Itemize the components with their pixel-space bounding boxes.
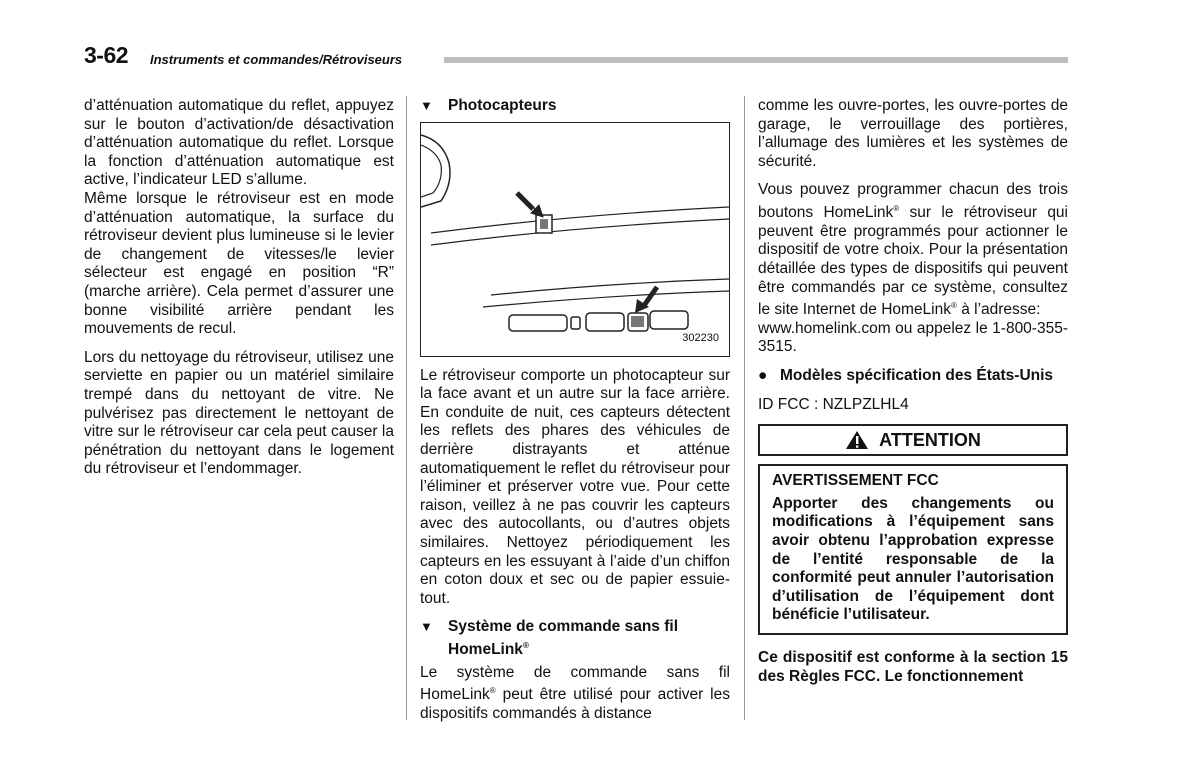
mirror-illustration	[421, 123, 729, 356]
header-rule	[444, 57, 1068, 63]
registered-mark: ®	[522, 640, 529, 650]
paragraph-text: sur le rétroviseur qui peuvent être programmés pour actionner le dispositif de votre choix. Pour la présentation détaillée des types de dispositifs qui peuvent être commandés par ce système, consultez le site Internet de HomeLink	[758, 204, 1068, 319]
page-header	[84, 40, 1068, 70]
registered-mark: ®	[893, 203, 900, 213]
heading-text: Photocapteurs	[448, 97, 557, 114]
registered-mark: ®	[951, 301, 957, 311]
section-heading	[420, 618, 730, 659]
column-divider-2	[744, 96, 745, 720]
attention-label: ATTENTION	[879, 429, 981, 450]
column-divider-1	[406, 96, 407, 720]
paragraph-text: à l’adresse:	[956, 301, 1041, 319]
heading-text: Système de commande sans fil	[448, 618, 679, 636]
column-1	[84, 97, 394, 489]
closing-paragraph: Ce dispositif est conforme à la section 15 des Règles FCC. Le fonctionnement	[758, 648, 1068, 685]
paragraph-text: Le système de commande sans fil HomeLink	[420, 663, 730, 704]
section-title: Instruments et commandes/Rétroviseurs	[150, 52, 403, 67]
mirror-figure	[420, 122, 730, 357]
paragraph-text: Vous pouvez programmer chacun des trois boutons HomeLink	[758, 181, 1068, 222]
paragraph-text: peut être utilisé pour activer les dispositifs commandés à distance	[420, 686, 730, 722]
bullet-text: Modèles spécification des États-Unis	[780, 367, 1054, 385]
figure-code: 302230	[682, 332, 719, 344]
heading-text: HomeLink	[448, 641, 523, 659]
paragraph: Même lorsque le rétroviseur est en mode d’atténuation automatique, la surface du rétroviseur devient plus lumineuse si le levier de changement de vitesses/le levier sélecteur est engagé en position “R” (marche arrière). Cela permet d’assurer une bonne visibilité arrière pendant les mouvements de recul.	[84, 189, 394, 338]
bullet-item	[758, 367, 1068, 386]
paragraph	[420, 664, 730, 724]
paragraph	[758, 181, 1068, 357]
bullet-dot-icon: ●	[758, 367, 768, 385]
paragraph: Le rétroviseur comporte un photocapteur sur la face avant et un autre sur la face arrière. En conduite de nuit, ces capteurs détectent les reflets des phares des véhicules de derrière distrayants et atténue automatiquement le reflet du rétroviseur pour l’éliminer et préserver votre vue. Pour cette raison, veillez à ne pas couvrir les capteurs avec des autocollants, ou d’autres objets similaires. Nettoyez périodiquement les capteurs en les essuyant à l’aide d’un chiffon en coton doux et sec ou de papier essuie-tout.	[420, 366, 730, 607]
column-3	[758, 97, 1068, 696]
registered-mark: ®	[489, 686, 496, 696]
paragraph-text: www.homelink.com ou appelez le 1-800-355-3515.	[758, 319, 1068, 356]
paragraph: Lors du nettoyage du rétroviseur, utilisez une serviette en papier ou un matériel similaire trempé dans du nettoyant de vitre. Ne pulvérisez pas directement le nettoyant de vitre sur le rétroviseur car cela peut causer la pénétration du nettoyant dans le logement du rétroviseur et l’endommager.	[84, 348, 394, 478]
section-heading	[420, 97, 730, 116]
warning-title: AVERTISSEMENT FCC	[772, 472, 939, 490]
attention-banner	[758, 424, 1068, 456]
warning-body: Apporter des changements ou modifications à l’équipement sans avoir obtenu l’approbation expresse de l’entité responsable de la conformité peut annuler l’autorisation d’utilisation de l’équipement dont bénéficie l’utilisateur.	[772, 494, 1054, 624]
triangle-down-icon: ▼	[420, 98, 433, 113]
page-number: 3-62	[84, 42, 129, 68]
warning-triangle-icon	[845, 430, 869, 450]
triangle-down-icon: ▼	[420, 619, 433, 635]
fcc-id: ID FCC : NZLPZLHL4	[758, 395, 909, 413]
column-2	[420, 97, 730, 734]
paragraph: d’atténuation automatique du reflet, appuyez sur le bouton d’activation/de désactivation d’atténuation automatique du reflet. Lorsque la fonction d’atténuation automatique est active, l’indicateur LED s’allume.	[84, 97, 394, 189]
paragraph: comme les ouvre-portes, les ouvre-portes de garage, le verrouillage des portières, l’allumage des lumières et les systèmes de sécurité.	[758, 97, 1068, 170]
fcc-warning-box	[758, 464, 1068, 635]
